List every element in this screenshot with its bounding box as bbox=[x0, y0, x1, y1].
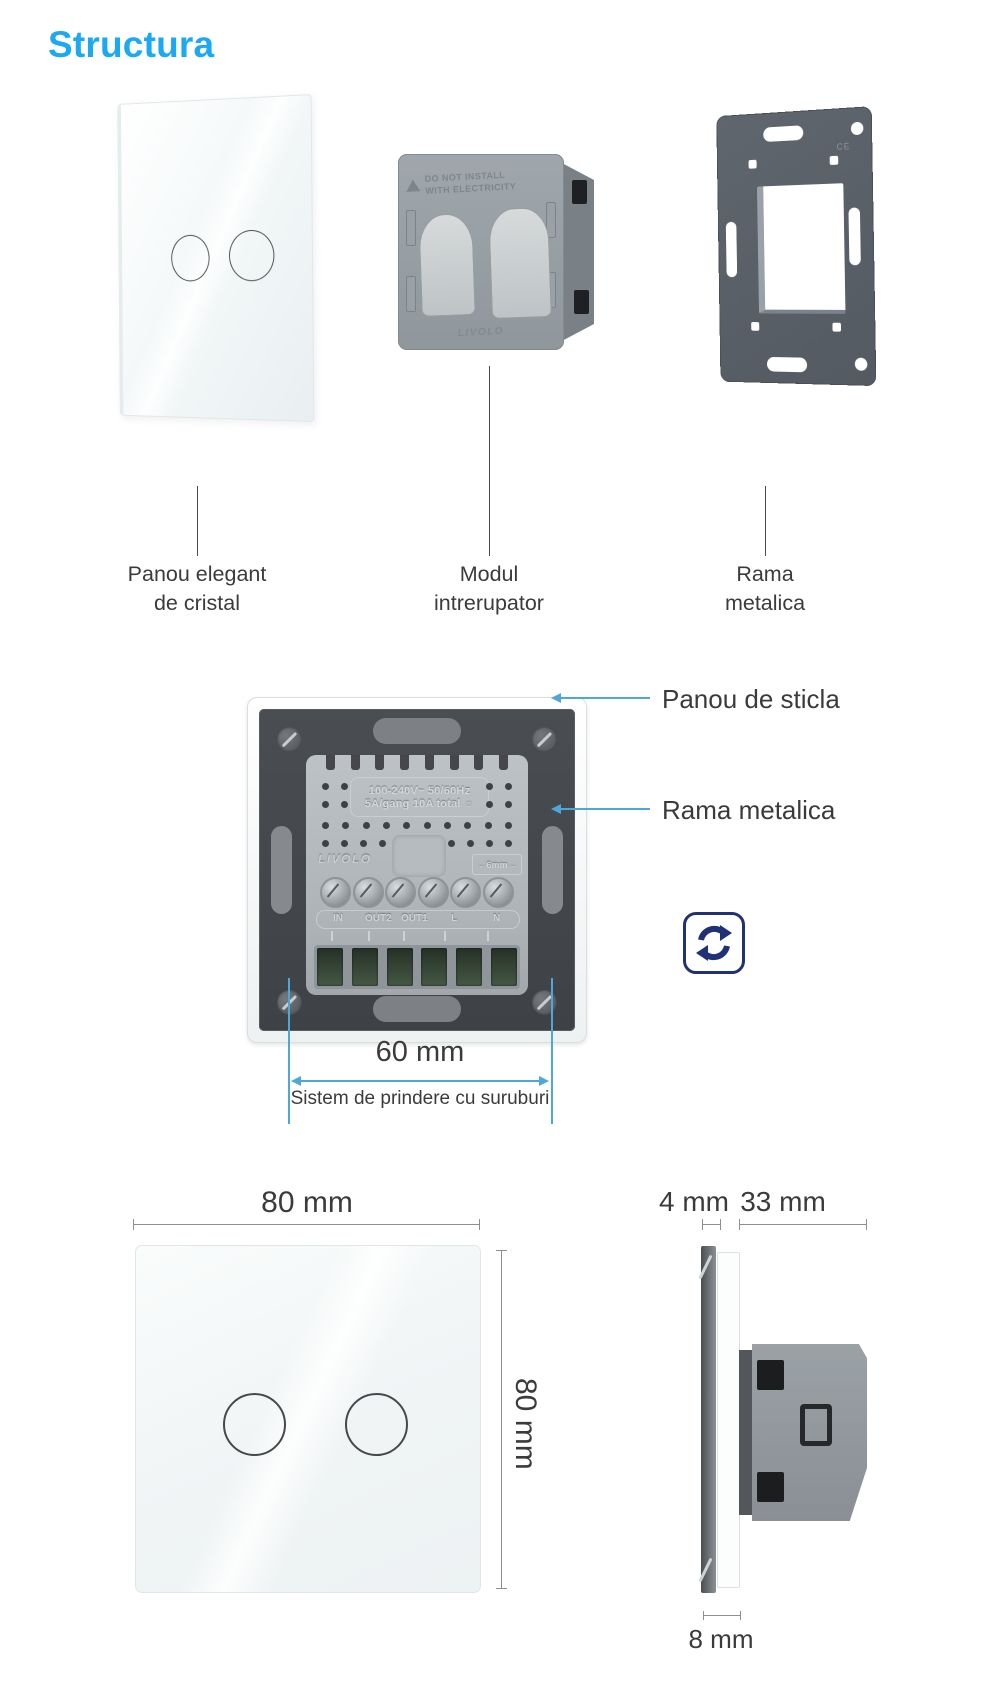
module-hook-icon bbox=[800, 1404, 832, 1446]
screw bbox=[532, 727, 557, 752]
dim-tick bbox=[866, 1219, 867, 1230]
label-metal-frame bbox=[655, 560, 875, 618]
dim-tick bbox=[720, 1219, 721, 1230]
frame-slot-top bbox=[763, 125, 803, 142]
brand-label: LIVOLO bbox=[457, 325, 505, 340]
rotate-icon bbox=[683, 912, 745, 974]
screw bbox=[277, 990, 302, 1015]
screw bbox=[532, 990, 557, 1015]
frame-screw-hole bbox=[850, 122, 863, 136]
front-view-panel bbox=[135, 1245, 481, 1593]
connector-line-module bbox=[489, 366, 490, 556]
frame-cutout bbox=[751, 322, 759, 331]
frame-slot-bottom bbox=[767, 357, 807, 372]
label-line: intrerupator bbox=[434, 591, 544, 615]
dim60-value: 60 mm bbox=[375, 1036, 465, 1068]
front-width-label: 80 mm bbox=[261, 1186, 353, 1219]
warning-text bbox=[424, 168, 516, 197]
dim-tick bbox=[496, 1250, 507, 1251]
bulb-icon: ☼ bbox=[463, 797, 475, 810]
label-line: Rama bbox=[736, 562, 794, 586]
module-clip-icon bbox=[757, 1472, 784, 1502]
rotate-arrows-icon bbox=[694, 923, 734, 963]
ratings-line2 bbox=[365, 798, 474, 810]
terminal-screws bbox=[320, 877, 514, 908]
terminal-tick bbox=[487, 931, 489, 941]
blank-plate bbox=[392, 835, 446, 877]
terminal-tick bbox=[331, 931, 333, 941]
dim-tick bbox=[740, 1611, 741, 1620]
dim60-arrow-line bbox=[300, 1080, 540, 1082]
dim-tick bbox=[496, 1588, 507, 1589]
module-clip-icon bbox=[574, 290, 589, 314]
module-clip-icon bbox=[757, 1360, 784, 1390]
dim60-caption: Sistem de prindere cu suruburi bbox=[290, 1088, 550, 1109]
mount-slot-left bbox=[271, 826, 292, 914]
dim-tick bbox=[479, 1219, 480, 1230]
label-line: metalica bbox=[724, 591, 806, 615]
touch-circle-1 bbox=[171, 235, 210, 282]
touch-plate-1 bbox=[418, 213, 476, 317]
front-height-label: 80 mm bbox=[509, 1378, 542, 1470]
ce-mark: CE bbox=[836, 141, 851, 153]
glass-glint bbox=[698, 1255, 712, 1280]
side-view-glass-edge bbox=[701, 1246, 716, 1593]
frame-opening bbox=[757, 183, 846, 314]
callout-line-frame bbox=[560, 808, 650, 810]
side-glass-label: 4 mm bbox=[659, 1186, 729, 1217]
screw bbox=[277, 727, 302, 752]
glass-glint bbox=[698, 1558, 712, 1583]
callout-glass-panel: Panou de sticla bbox=[662, 684, 840, 714]
terminal-tick bbox=[444, 931, 446, 941]
label-line: de cristal bbox=[153, 591, 241, 615]
frame-cutout bbox=[749, 160, 757, 169]
side-view-panel-back bbox=[717, 1252, 740, 1588]
mount-slot-right bbox=[542, 826, 563, 914]
frame-cutout bbox=[829, 156, 838, 165]
frame-keyhole-right bbox=[848, 208, 860, 266]
warning-row bbox=[405, 166, 556, 198]
terminal-label: OUT2 bbox=[365, 913, 392, 924]
module-clip-icon bbox=[572, 180, 587, 204]
ratings-line1: 100-240V~ 50/60Hz bbox=[368, 784, 471, 797]
terminal-labels bbox=[316, 910, 520, 929]
label-switch-module bbox=[379, 560, 599, 618]
terminal-tick bbox=[368, 931, 370, 941]
assembled-back-view bbox=[247, 697, 587, 1043]
label-line: Panou elegant bbox=[127, 562, 267, 586]
warning-icon bbox=[406, 179, 421, 192]
dim-tick bbox=[739, 1219, 740, 1230]
vent-dots bbox=[486, 783, 512, 790]
brand-label: LIVOLO bbox=[318, 852, 372, 866]
touch-circle-1 bbox=[223, 1393, 286, 1456]
touch-plate-2 bbox=[488, 207, 552, 319]
terminal-block bbox=[314, 945, 520, 989]
side-depth-label: 33 mm bbox=[740, 1186, 826, 1217]
metal-frame-3d bbox=[716, 106, 876, 386]
switch-module-3d bbox=[398, 150, 598, 358]
frame-screw-hole bbox=[854, 358, 867, 371]
warning-line2: WITH ELECTRICITY bbox=[425, 181, 517, 196]
front-height-dimline bbox=[501, 1250, 502, 1588]
side-view-module bbox=[752, 1344, 867, 1521]
terminal-label: N bbox=[493, 913, 501, 924]
glass-panel-3d bbox=[117, 94, 314, 422]
vent-tabs bbox=[326, 755, 508, 770]
ratings-text: 5A/gang 10A total bbox=[364, 797, 461, 810]
slot-bracket bbox=[406, 276, 416, 312]
touch-circle-2 bbox=[229, 230, 275, 282]
vent-dots bbox=[322, 822, 512, 829]
terminal-label: IN bbox=[333, 913, 343, 924]
ratings-box bbox=[350, 777, 489, 817]
page-title: Structura bbox=[48, 24, 215, 65]
mount-slot-top bbox=[373, 718, 461, 744]
terminal-label: L bbox=[451, 913, 458, 924]
side-glass-dimline bbox=[702, 1224, 720, 1225]
side-bottom-label: 8 mm bbox=[688, 1624, 754, 1654]
vent-dots bbox=[322, 801, 348, 808]
slot-bracket bbox=[406, 210, 416, 246]
dim-tick bbox=[133, 1219, 134, 1230]
dim-tick bbox=[703, 1611, 704, 1620]
warning-line1: DO NOT INSTALL bbox=[424, 169, 506, 184]
callout-line-glass bbox=[560, 697, 650, 699]
label-glass-panel bbox=[87, 560, 307, 618]
vent-dots bbox=[322, 783, 348, 790]
side-depth-dimline bbox=[739, 1224, 866, 1225]
wire-gauge-label: ←6mm→ bbox=[472, 854, 522, 875]
terminal-slots bbox=[317, 948, 517, 986]
frame-keyhole-left bbox=[726, 222, 737, 277]
side-bottom-dimline bbox=[703, 1615, 740, 1616]
connector-line-frame bbox=[765, 486, 766, 556]
vent-dots bbox=[322, 840, 386, 847]
mount-slot-bottom bbox=[373, 996, 461, 1022]
module-back bbox=[306, 755, 528, 995]
label-line: Modul bbox=[459, 562, 519, 586]
vent-dots bbox=[486, 801, 512, 808]
touch-circle-2 bbox=[345, 1393, 408, 1456]
frame-cutout bbox=[832, 323, 841, 332]
front-width-dimline bbox=[133, 1224, 480, 1225]
connector-line-panel bbox=[197, 486, 198, 556]
callout-metal-frame: Rama metalica bbox=[662, 795, 836, 825]
dim-tick bbox=[702, 1219, 703, 1230]
vent-dots bbox=[448, 840, 512, 847]
side-view-mount bbox=[739, 1350, 752, 1515]
glass-sheen bbox=[121, 95, 314, 421]
terminal-label: OUT1 bbox=[401, 913, 428, 924]
module-front-face bbox=[398, 154, 564, 350]
terminal-tick bbox=[403, 931, 405, 941]
dim60-arrowhead-right bbox=[539, 1076, 549, 1086]
